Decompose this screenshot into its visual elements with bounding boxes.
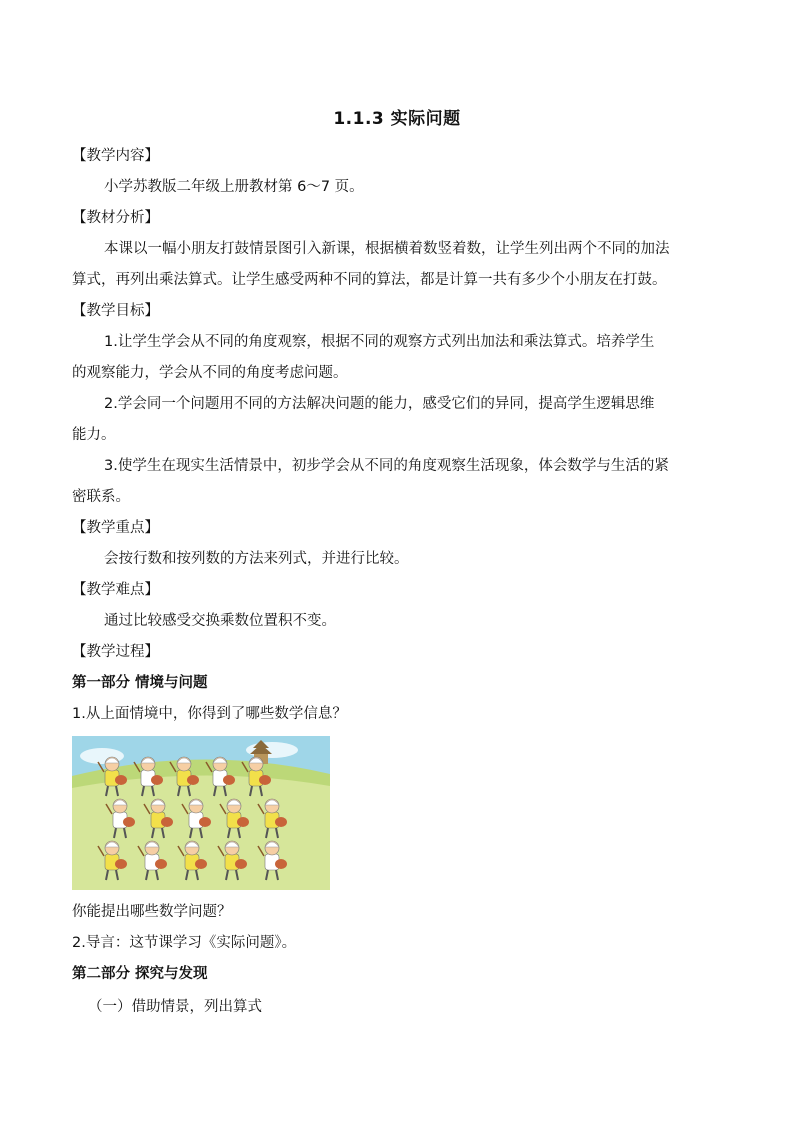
question-ask: 你能提出哪些数学问题？ [72,904,232,920]
content-text: 小学苏教版二年级上册教材第 6～7 页。 [104,179,364,195]
goal-1-line-2: 的观察能力，学会从不同的角度考虑问题。 [72,365,348,381]
goal-1-line-1: 1.让学生学会从不同的角度观察，根据不同的观察方式列出加法和乘法算式。培养学生 [104,334,655,350]
page-title: 1.1.3 实际问题 [333,109,461,129]
question-1: 1.从上面情境中，你得到了哪些数学信息？ [72,706,347,722]
goal-3-line-2: 密联系。 [72,489,130,505]
section-heading-analysis: 【教材分析】 [72,210,159,226]
analysis-text-line-2: 算式，再列出乘法算式。让学生感受两种不同的算法，都是计算一共有多少个小朋友在打鼓。 [72,272,667,288]
goal-2-line-2: 能力。 [72,427,116,443]
section-heading-process: 【教学过程】 [72,644,159,660]
part-1-heading: 第一部分 情境与问题 [72,675,208,691]
section-heading-goals: 【教学目标】 [72,303,159,319]
key-text: 会按行数和按列数的方法来列式，并进行比较。 [104,551,409,567]
goal-2-line-1: 2.学会同一个问题用不同的方法解决问题的能力，感受它们的异同，提高学生逻辑思维 [104,396,655,412]
difficult-text: 通过比较感受交换乘数位置积不变。 [104,613,336,629]
question-2: 2.导言：这节课学习《实际问题》。 [72,935,297,951]
analysis-text-line-1: 本课以一幅小朋友打鼓情景图引入新课，根据横着数竖着数，让学生列出两个不同的加法 [104,241,670,257]
goal-3-line-1: 3.使学生在现实生活情景中，初步学会从不同的角度观察生活现象，体会数学与生活的紧 [104,458,669,474]
part-2-heading: 第二部分 探究与发现 [72,966,208,982]
cloud [246,742,298,758]
section-heading-difficult: 【教学难点】 [72,582,159,598]
section-heading-key: 【教学重点】 [72,520,159,536]
drum-kids-illustration [72,736,330,890]
section-heading-content: 【教学内容】 [72,148,159,164]
subsection-1: （一）借助情景，列出算式 [88,999,262,1015]
